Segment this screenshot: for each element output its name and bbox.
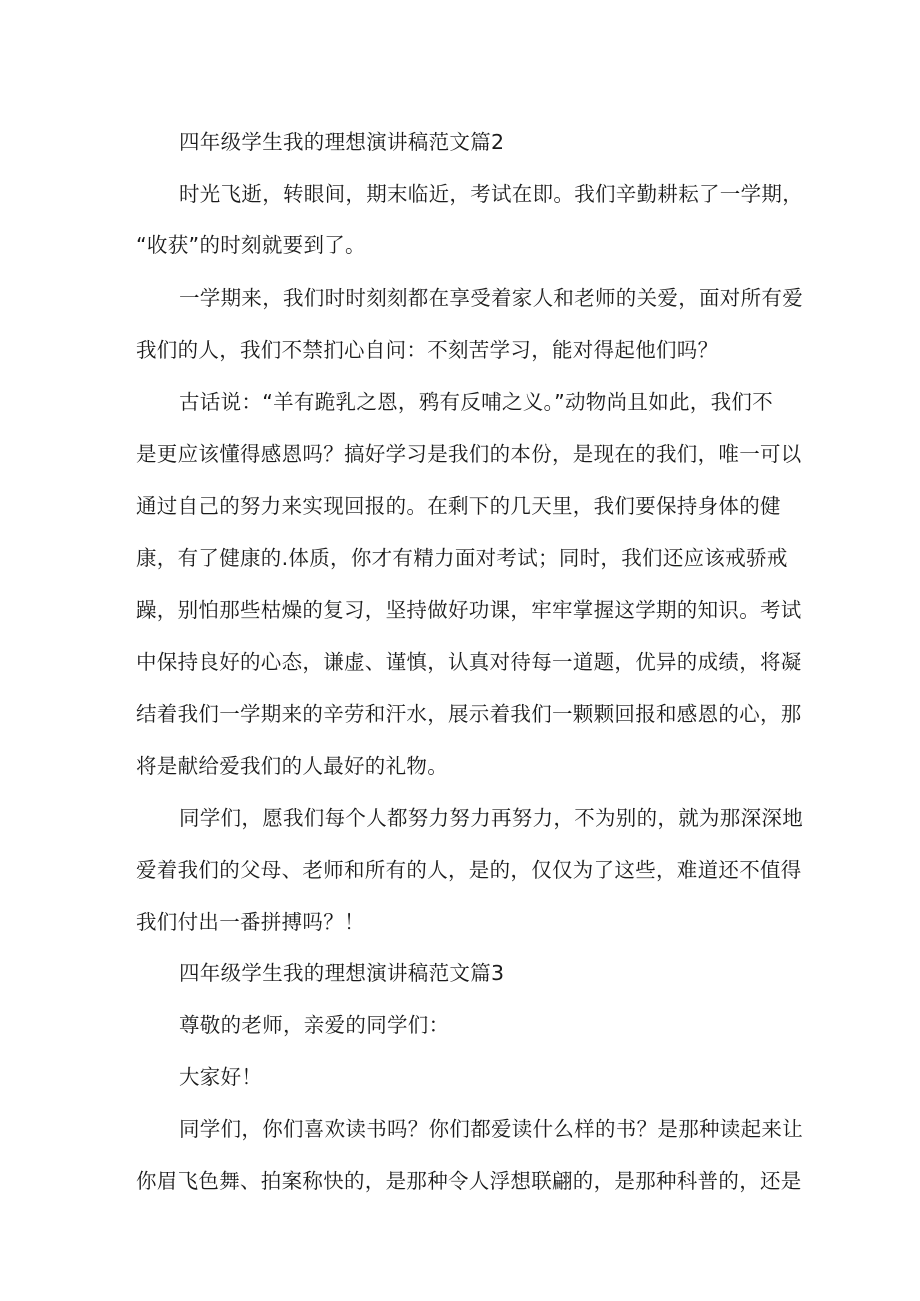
paragraph-line: 通过自己的努力来实现回报的。在剩下的几天里，我们要保持身体的健: [136, 494, 781, 518]
paragraph-line: 将是献给爱我们的人最好的礼物。: [136, 754, 448, 778]
paragraph-line: 我们付出一番拼搏吗？！: [136, 910, 365, 934]
section-heading: 四年级学生我的理想演讲稿范文篇3: [179, 961, 505, 985]
paragraph-line: 结着我们一学期来的辛劳和汗水，展示着我们一颗颗回报和感恩的心，那: [136, 702, 802, 726]
paragraph-line: 时光飞逝，转眼间，期末临近，考试在即。我们辛勤耕耘了一学期，: [179, 182, 803, 206]
paragraph-line: 中保持良好的心态，谦虚、谨慎，认真对待每一道题，优异的成绩，将凝: [136, 650, 802, 674]
paragraph-line: 同学们，你们喜欢读书吗？你们都爱读什么样的书？是那种读起来让: [179, 1117, 803, 1141]
paragraph-line: 康，有了健康的.体质，你才有精力面对考试；同时，我们还应该戒骄戒: [136, 546, 788, 570]
paragraph-line: 尊敬的老师，亲爱的同学们：: [179, 1013, 450, 1037]
paragraph-line: 爱着我们的父母、老师和所有的人，是的，仅仅为了这些，难道还不值得: [136, 858, 802, 882]
paragraph-line: 你眉飞色舞、拍案称快的，是那种令人浮想联翩的，是那种科普的，还是: [136, 1169, 802, 1193]
section-heading: 四年级学生我的理想演讲稿范文篇2: [179, 130, 505, 154]
paragraph-line: 躁，别怕那些枯燥的复习，坚持做好功课，牢牢掌握这学期的知识。考试: [136, 598, 802, 622]
paragraph-line: 一学期来，我们时时刻刻都在享受着家人和老师的关爱，面对所有爱: [179, 286, 803, 310]
paragraph-line: 我们的人，我们不禁扪心自问：不刻苦学习，能对得起他们吗？: [136, 338, 719, 362]
paragraph-line: 古话说：“羊有跪乳之恩，鸦有反哺之义。”动物尚且如此，我们不: [179, 390, 773, 414]
paragraph-line: “收获”的时刻就要到了。: [136, 233, 366, 257]
paragraph-line: 是更应该懂得感恩吗？搞好学习是我们的本份，是现在的我们，唯一可以: [136, 442, 802, 466]
paragraph-line: 同学们，愿我们每个人都努力努力再努力，不为别的，就为那深深地: [179, 806, 803, 830]
paragraph-line: 大家好！: [179, 1065, 263, 1089]
